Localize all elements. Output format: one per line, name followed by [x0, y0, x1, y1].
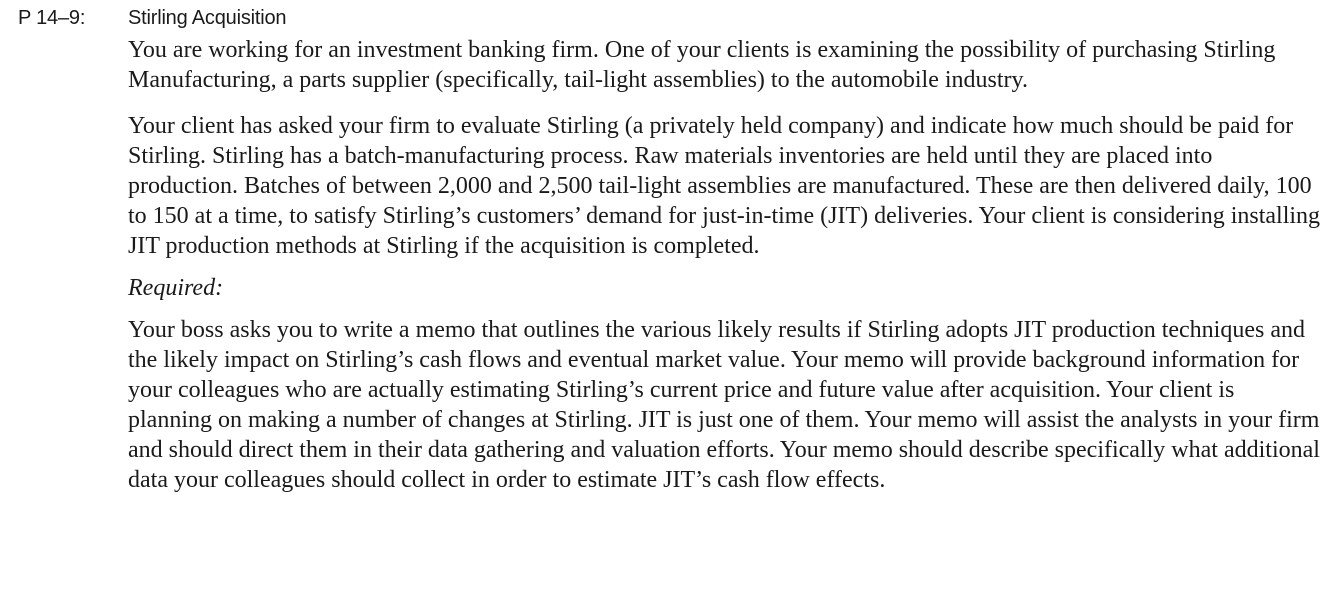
- problem-body: [128, 35, 1323, 495]
- intro-paragraph: You are working for an investment banking firm. One of your clients is examining the possibility of purchasing Stirling Manufacturing, a parts supplier (specifically, tail-light assemblies) to the automobile industry.: [128, 37, 1276, 93]
- problem-title: Stirling Acquisition: [128, 7, 287, 29]
- problem-number: P 14–9:: [18, 7, 86, 29]
- context-paragraph: Your client has asked your firm to evaluate Stirling (a privately held company) and indicate how much should be paid for Stirling. Stirling has a batch-manufacturing process. Raw materials inventories are held until they are placed into production. Batches of between 2,000 and 2,500 tail-light assemblies are manufactured. These are then delivered daily, 100 to 150 at a time, to satisfy Stirling’s customers’ demand for just-in-time (JIT) deliveries. Your client is considering installing JIT production methods at Stirling if the acquisition is completed.: [128, 113, 1321, 259]
- task-paragraph: Your boss asks you to write a memo that outlines the various likely results if Stirling adopts JIT production techniques and the likely impact on Stirling’s cash flows and eventual market value. Your memo will provide background information for your colleagues who are actually estimating Stirling’s current price and future value after acquisition. Your client is planning on making a number of changes at Stirling. JIT is just one of them. Your memo will assist the analysts in your firm and should direct them in their data gathering and valuation efforts. Your memo should describe specifically what additional data your colleagues should collect in order to estimate JIT’s cash flow effects.: [128, 317, 1320, 493]
- required-label: Required:: [128, 275, 224, 301]
